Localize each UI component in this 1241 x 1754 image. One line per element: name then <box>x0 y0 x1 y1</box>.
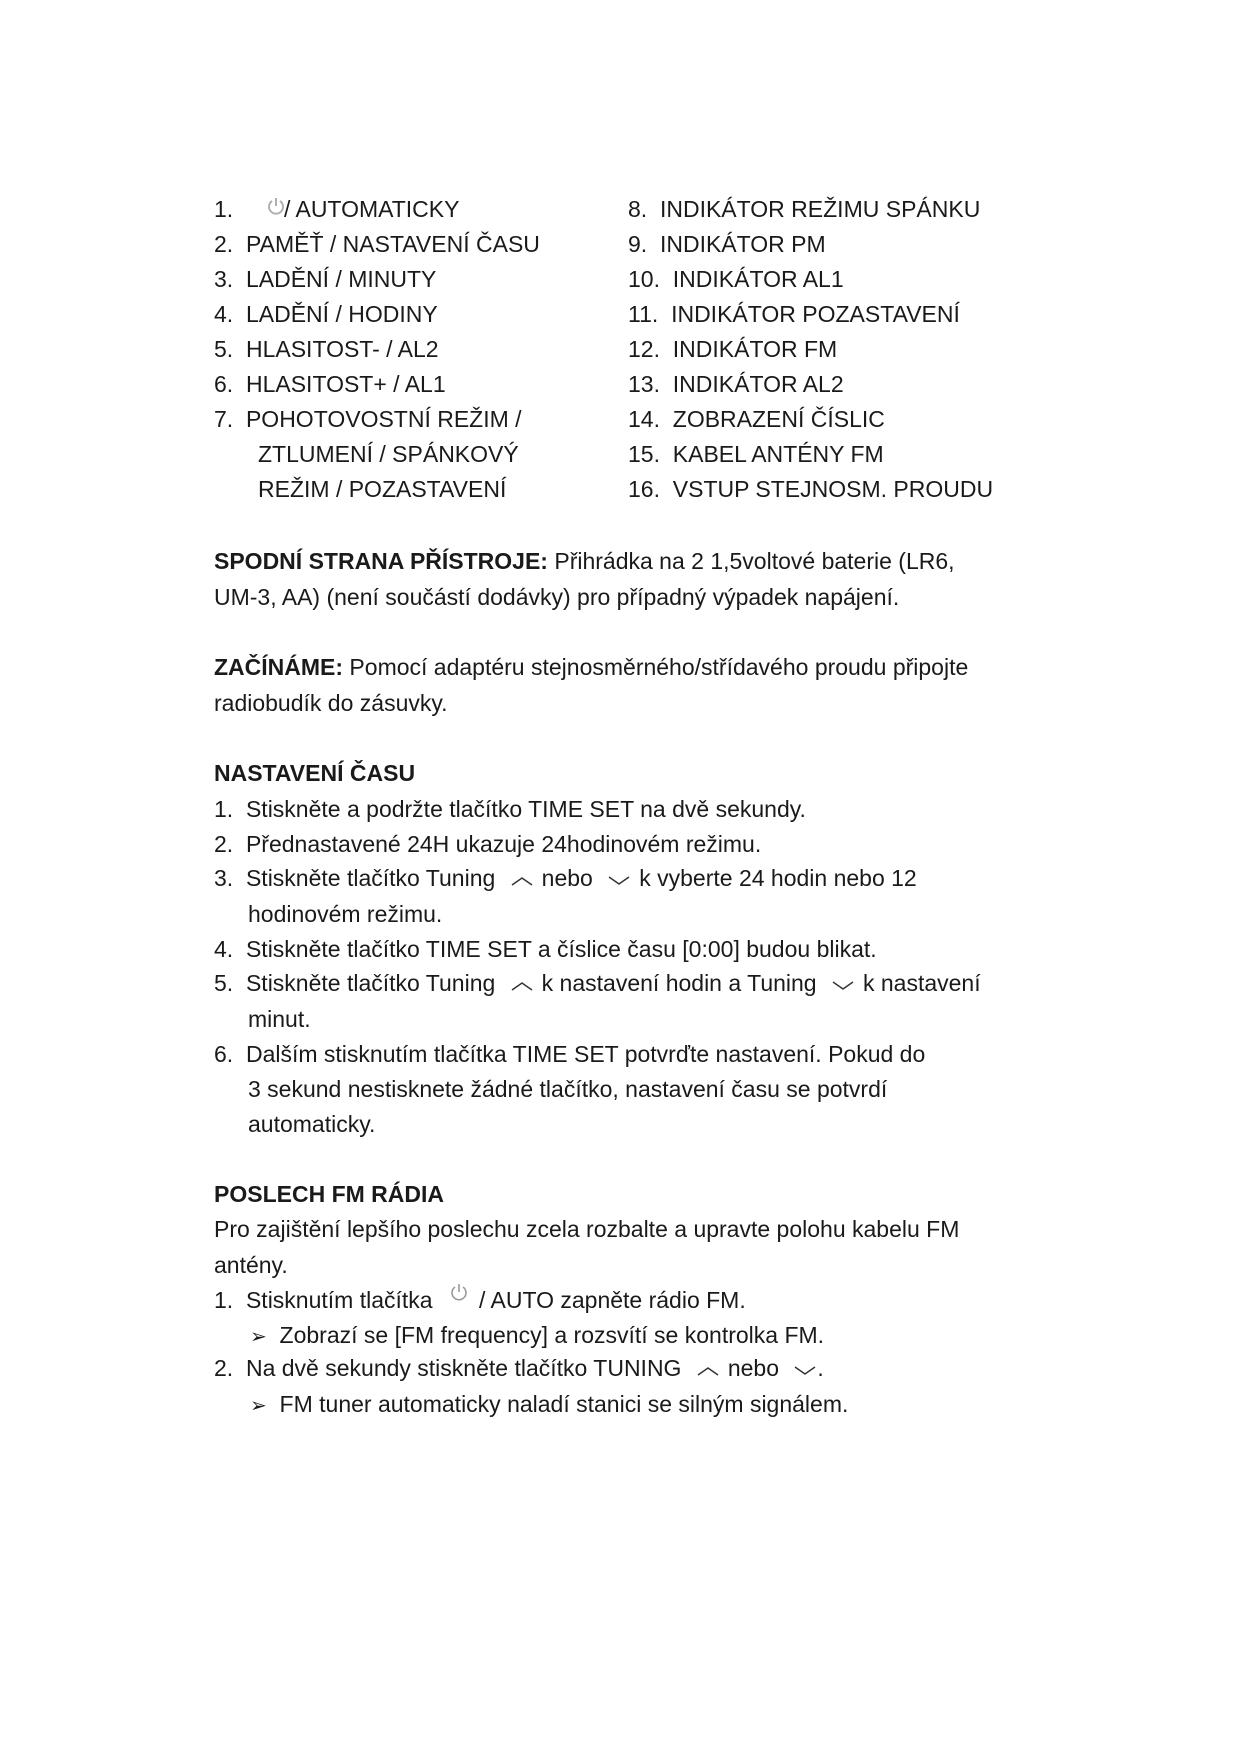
step-text: . <box>817 1355 824 1381</box>
item-text: / AUTOMATICKY <box>283 196 460 222</box>
item-number: 6. <box>214 371 234 397</box>
item-text: INDIKÁTOR POZASTAVENÍ <box>671 301 960 327</box>
list-item <box>214 266 436 293</box>
paragraph-text: Pomocí adaptéru stejnosměrného/střídavého proudu připojte <box>343 654 969 680</box>
step-text: Stiskněte tlačítko Tuning <box>245 865 496 891</box>
step <box>214 1287 746 1316</box>
list-item <box>214 336 439 363</box>
step <box>214 865 917 893</box>
step-text: Stiskněte a podržte tlačítko TIME SET na dvě sekundy. <box>245 796 806 822</box>
step-number: 4. <box>214 936 234 962</box>
item-number: 1. <box>214 196 234 222</box>
list-item <box>628 196 980 223</box>
paragraph-text: Přihrádka na 2 1,5voltové baterie (LR6, <box>547 548 955 574</box>
item-number: 14. <box>628 406 660 432</box>
list-item-continuation <box>258 476 506 503</box>
chevron-down-icon <box>793 1356 817 1383</box>
step-number: 6. <box>214 1041 234 1067</box>
step-number: 5. <box>214 970 234 996</box>
item-number: 15. <box>628 441 660 467</box>
item-number: 4. <box>214 301 234 327</box>
paragraph-line <box>214 548 955 575</box>
step-continuation: 3 sekund nestisknete žádné tlačítko, nastavení času se potvrdí <box>248 1076 888 1102</box>
step-continuation: automaticky. <box>248 1111 376 1137</box>
step-text: Stiskněte tlačítko TIME SET a číslice času [0:00] budou blikat. <box>245 936 877 962</box>
item-number: 8. <box>628 196 648 222</box>
item-text: HLASITOST+ / AL1 <box>245 371 446 397</box>
item-number: 2. <box>214 231 234 257</box>
item-text: REŽIM / POZASTAVENÍ <box>258 476 507 502</box>
item-number: 13. <box>628 371 660 397</box>
power-icon <box>449 1282 469 1310</box>
step-text: / AUTO zapněte rádio FM. <box>478 1287 746 1313</box>
bullet-text: Zobrazí se [FM frequency] a rozsvítí se kontrolka FM. <box>279 1322 825 1348</box>
item-text: INDIKÁTOR PM <box>659 231 826 257</box>
item-text: INDIKÁTOR AL2 <box>672 371 844 397</box>
step-text: nebo <box>541 865 593 891</box>
item-number: 7. <box>214 406 234 432</box>
bullet-arrow-icon: ➢ <box>250 1393 267 1417</box>
step <box>214 831 761 858</box>
item-number: 3. <box>214 266 234 292</box>
chevron-up-icon <box>696 1356 720 1383</box>
item-text: HLASITOST- / AL2 <box>245 336 439 362</box>
section-heading: NASTAVENÍ ČASU <box>214 760 416 786</box>
step <box>214 936 877 963</box>
step-number: 2. <box>214 831 234 857</box>
item-text: KABEL ANTÉNY FM <box>672 441 884 467</box>
item-number: 11. <box>628 301 659 327</box>
list-item <box>628 406 885 433</box>
step-text: k nastavení hodin a Tuning <box>541 970 817 996</box>
step-text: k nastavení <box>862 970 981 996</box>
paragraph-line <box>214 584 899 611</box>
list-item <box>628 371 844 398</box>
step-number: 1. <box>214 1287 234 1313</box>
paragraph-label: SPODNÍ STRANA PŘÍSTROJE: <box>214 548 548 574</box>
item-text: POHOTOVOSTNÍ REŽIM / <box>245 406 522 432</box>
list-item <box>628 231 826 258</box>
bullet-item <box>250 1322 824 1349</box>
chevron-up-icon <box>510 971 534 998</box>
list-item <box>628 266 844 293</box>
item-number: 12. <box>628 336 660 362</box>
step-text: Přednastavené 24H ukazuje 24hodinovém režimu. <box>245 831 762 857</box>
step <box>214 1041 925 1068</box>
item-text: PAMĚŤ / NASTAVENÍ ČASU <box>245 231 540 257</box>
bullet-item <box>250 1391 848 1418</box>
step-text: nebo <box>727 1355 780 1381</box>
item-text: ZOBRAZENÍ ČÍSLIC <box>672 406 885 432</box>
item-text: INDIKÁTOR FM <box>672 336 838 362</box>
bullet-arrow-icon: ➢ <box>250 1324 267 1348</box>
step-number: 1. <box>214 796 234 822</box>
paragraph-line: antény. <box>214 1252 288 1278</box>
item-number: 10. <box>628 266 660 292</box>
list-item-continuation <box>258 441 519 468</box>
list-item <box>214 406 522 433</box>
item-text: LADĚNÍ / HODINY <box>245 301 438 327</box>
list-item <box>214 231 540 258</box>
list-item <box>214 301 438 328</box>
step-text: Stiskněte tlačítko Tuning <box>245 970 496 996</box>
step-number: 3. <box>214 865 234 891</box>
step <box>214 970 981 998</box>
step-continuation: hodinovém režimu. <box>248 901 443 927</box>
list-item <box>628 476 993 503</box>
list-item <box>214 196 459 225</box>
list-item <box>628 301 960 328</box>
step <box>214 796 806 823</box>
paragraph-line <box>214 654 968 681</box>
section-heading: POSLECH FM RÁDIA <box>214 1181 444 1207</box>
step <box>214 1355 824 1383</box>
chevron-down-icon <box>607 866 631 893</box>
list-item <box>628 336 837 363</box>
step-continuation: minut. <box>248 1006 311 1032</box>
paragraph-label: ZAČÍNÁME: <box>214 654 344 680</box>
step-text: Na dvě sekundy stiskněte tlačítko TUNING <box>245 1355 682 1381</box>
item-text: VSTUP STEJNOSM. PROUDU <box>672 476 994 502</box>
step-text: k vyberte 24 hodin nebo 12 <box>639 865 917 891</box>
power-icon <box>266 196 286 224</box>
chevron-up-icon <box>510 866 534 893</box>
list-item <box>214 371 446 398</box>
item-number: 16. <box>628 476 660 502</box>
step-text: Stisknutím tlačítka <box>245 1287 433 1313</box>
item-number: 9. <box>628 231 648 257</box>
chevron-down-icon <box>831 971 855 998</box>
paragraph-line <box>214 690 448 717</box>
step-number: 2. <box>214 1355 234 1381</box>
paragraph-text: radiobudík do zásuvky. <box>214 690 448 716</box>
item-text: LADĚNÍ / MINUTY <box>245 266 437 292</box>
step-text: Dalším stisknutím tlačítka TIME SET potvrďte nastavení. Pokud do <box>245 1041 926 1067</box>
item-text: INDIKÁTOR AL1 <box>672 266 844 292</box>
list-item <box>628 441 884 468</box>
item-number: 5. <box>214 336 234 362</box>
item-text: INDIKÁTOR REŽIMU SPÁNKU <box>659 196 981 222</box>
item-text: ZTLUMENÍ / SPÁNKOVÝ <box>258 441 519 467</box>
paragraph-text: UM-3, AA) (není součástí dodávky) pro případný výpadek napájení. <box>214 584 900 610</box>
paragraph-line: Pro zajištění lepšího poslechu zcela rozbalte a upravte polohu kabelu FM <box>214 1216 960 1242</box>
bullet-text: FM tuner automaticky naladí stanici se silným signálem. <box>279 1391 849 1417</box>
